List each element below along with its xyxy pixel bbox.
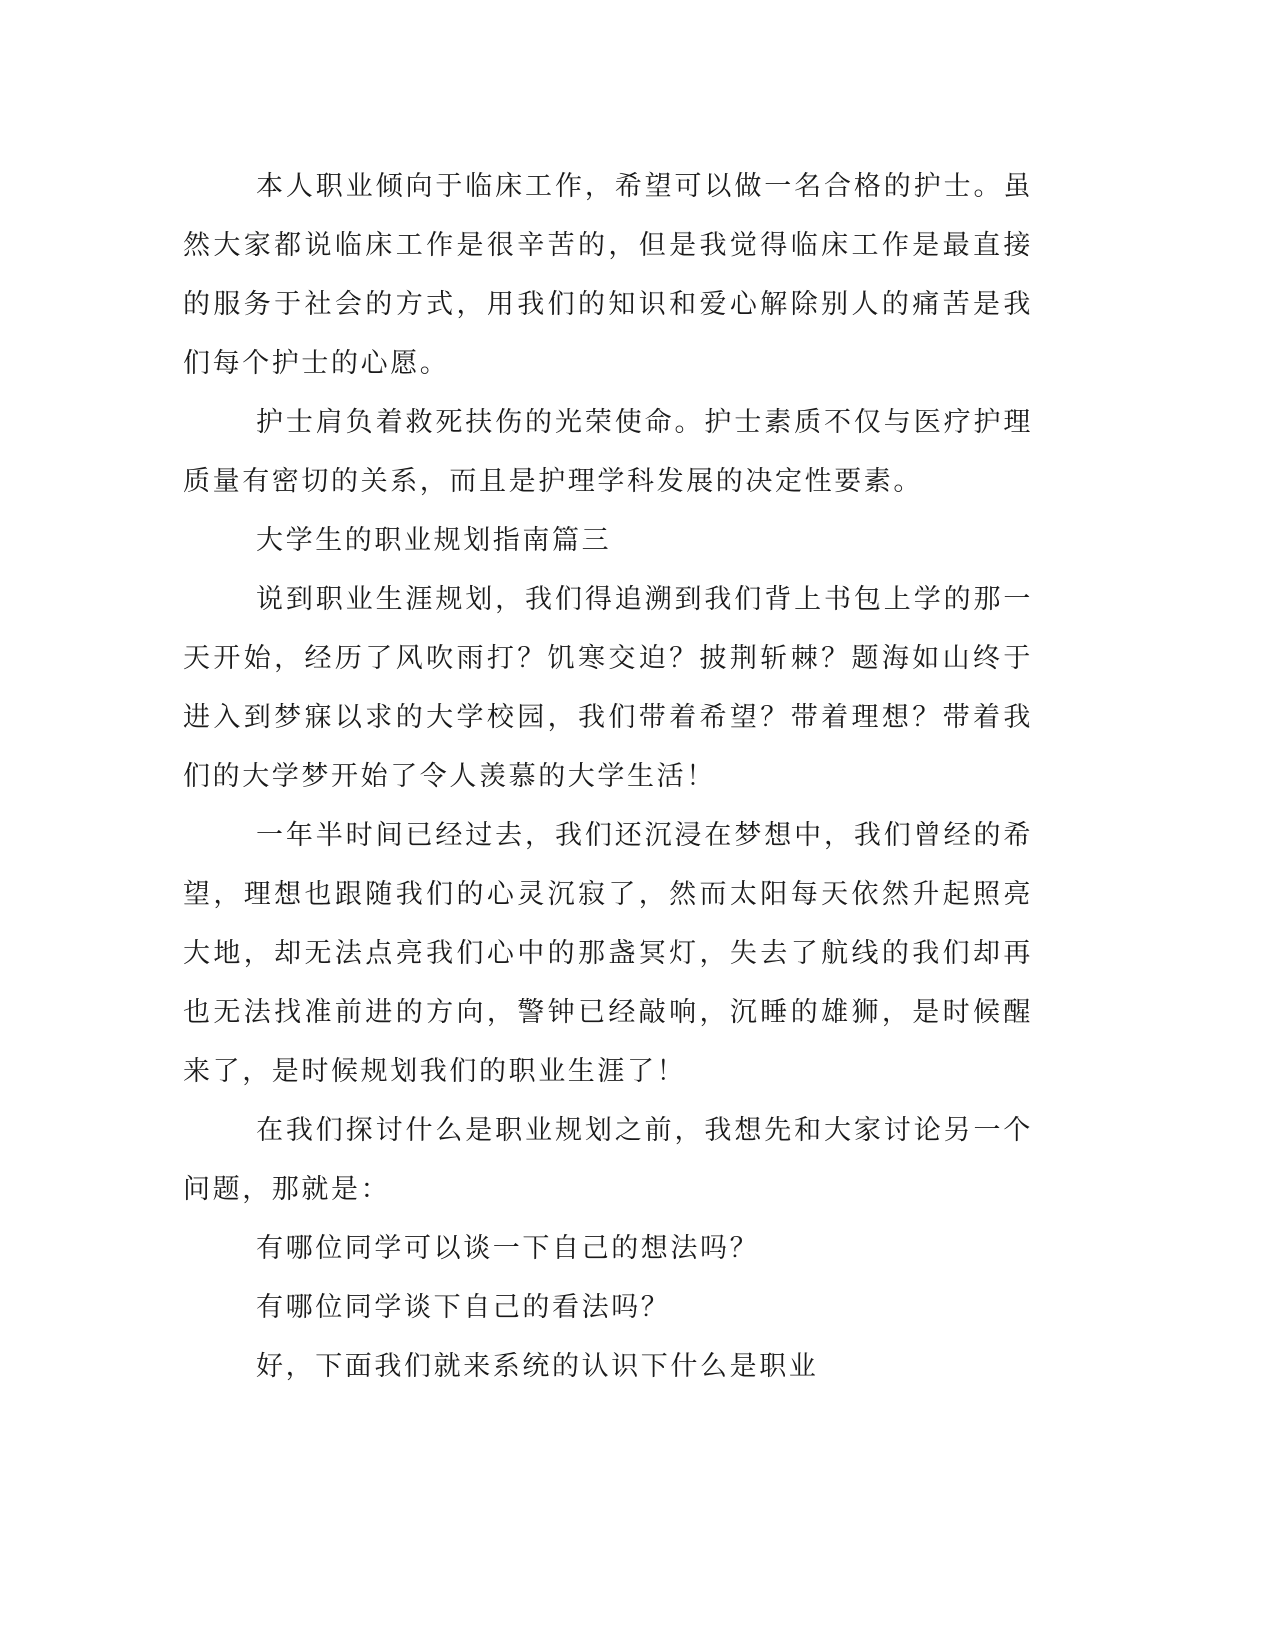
paragraph-conclusion: 好，下面我们就来系统的认识下什么是职业 <box>256 1351 819 1382</box>
paragraph-question-one: 有哪位同学可以谈一下自己的想法吗？ <box>256 1233 760 1264</box>
paragraph-career-origin: 说到职业生涯规划，我们得追溯到我们背上书包上学的那一天开始，经历了风吹雨打？饥寒交迫？披荆斩棘？题海如山终于进入到梦寐以求的大学校园，我们带着希望？带着理想？带着我们的大学梦开始了令人羡慕的大学生活！ <box>183 584 1033 792</box>
paragraph-discussion-intro: 在我们探讨什么是职业规划之前，我想先和大家讨论另一个问题，那就是： <box>183 1115 1033 1205</box>
paragraph-clinical-work: 本人职业倾向于临床工作，希望可以做一名合格的护士。虽然大家都说临床工作是很辛苦的，但是我觉得临床工作是最直接的服务于社会的方式，用我们的知识和爱心解除别人的痛苦是我们每个护士的心愿。 <box>183 171 1033 379</box>
section-heading: 大学生的职业规划指南篇三 <box>256 525 612 556</box>
paragraph-time-passed: 一年半时间已经过去，我们还沉浸在梦想中，我们曾经的希望，理想也跟随我们的心灵沉寂了，然而太阳每天依然升起照亮大地，却无法点亮我们心中的那盏冥灯，失去了航线的我们却再也无法找准前进的方向，警钟已经敲响，沉睡的雄狮，是时候醒来了，是时候规划我们的职业生涯了！ <box>183 820 1033 1087</box>
paragraph-nurse-mission: 护士肩负着救死扶伤的光荣使命。护士素质不仅与医疗护理质量有密切的关系，而且是护理学科发展的决定性要素。 <box>183 407 1033 497</box>
document-body <box>183 157 1033 1396</box>
paragraph-question-two: 有哪位同学谈下自己的看法吗？ <box>256 1292 671 1323</box>
